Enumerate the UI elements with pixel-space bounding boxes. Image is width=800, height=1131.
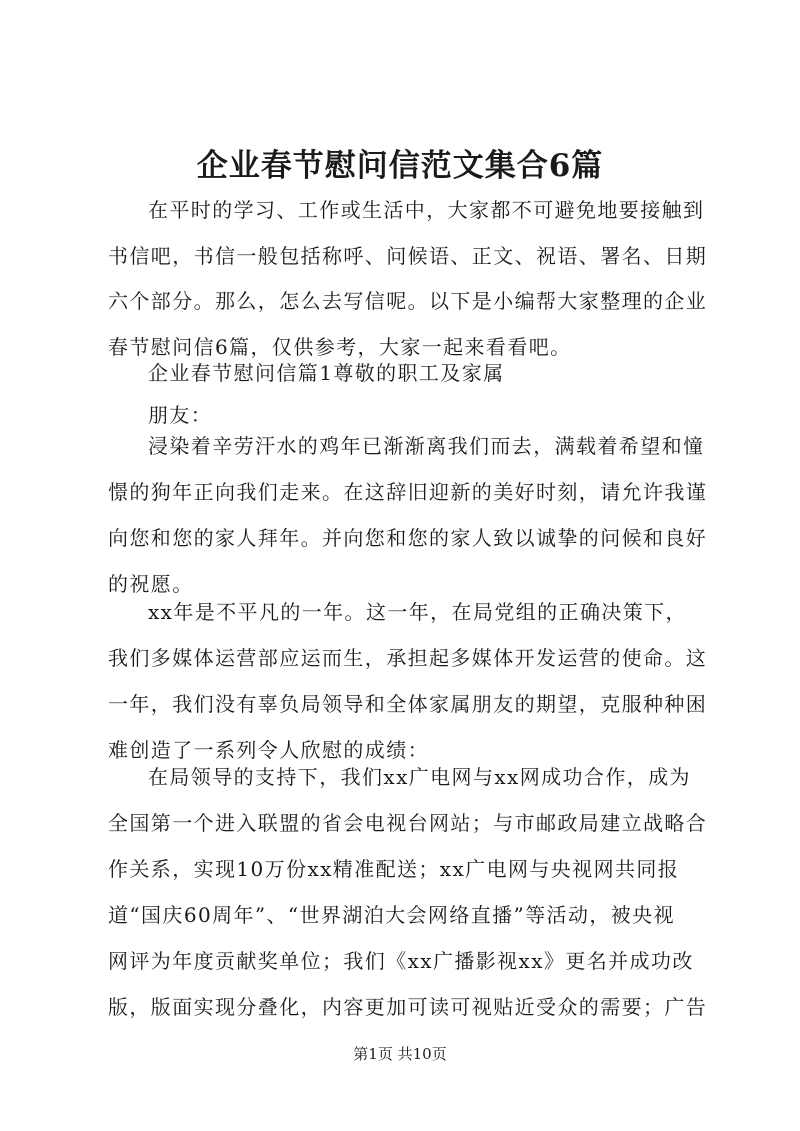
paragraph-line: xx年是不平凡的一年。这一年，在局党组的正确决策下， — [148, 600, 687, 624]
paragraph-line: 道“国庆60周年”、“世界湖泊大会网络直播”等活动，被央视 — [108, 903, 675, 927]
paragraph-line: 作关系，实现10万份xx精准配送；xx广电网与央视网共同报 — [108, 857, 680, 881]
paragraph-line: 朋友： — [148, 403, 213, 427]
paragraph-line: 网评为年度贡献奖单位；我们《xx广播影视xx》更名并成功改 — [108, 949, 694, 973]
paragraph-line: 版，版面实现分叠化，内容更加可读可视贴近受众的需要；广告 — [108, 995, 708, 1019]
paragraph-line: 全国第一个进入联盟的省会电视台网站；与市邮政局建立战略合 — [108, 811, 708, 835]
paragraph-line: 在平时的学习、工作或生活中，大家都不可避免地要接触到 — [148, 198, 705, 222]
paragraph-line: 六个部分。那么，怎么去写信呢。以下是小编帮大家整理的企业 — [108, 289, 708, 313]
paragraph-line: 在局领导的支持下，我们xx广电网与xx网成功合作，成为 — [148, 765, 691, 789]
paragraph-line: 憬的狗年正向我们走来。在这辞旧迎新的美好时刻，请允许我谨 — [108, 480, 708, 504]
paragraph-line: 的祝愿。 — [108, 572, 194, 596]
paragraph-line: 书信吧，书信一般包括称呼、问候语、正文、祝语、署名、日期 — [108, 244, 708, 268]
paragraph-line: 企业春节慰问信篇1尊敬的职工及家属 — [148, 361, 505, 385]
paragraph-line: 难创造了一系列令人欣慰的成绩： — [108, 738, 429, 762]
page-footer: 第1页 共10页 — [353, 1045, 447, 1063]
paragraph-line: 我们多媒体运营部应运而生，承担起多媒体开发运营的使命。这 — [108, 646, 708, 670]
document-title: 企业春节慰问信范文集合6篇 — [196, 148, 604, 184]
paragraph-line: 向您和您的家人拜年。并向您和您的家人致以诚挚的问候和良好 — [108, 526, 708, 550]
paragraph-line: 浸染着辛劳汗水的鸡年已渐渐离我们而去，满载着希望和憧 — [148, 434, 705, 458]
paragraph-line: 春节慰问信6篇，仅供参考，大家一起来看看吧。 — [108, 335, 572, 359]
paragraph-line: 一年，我们没有辜负局领导和全体家属朋友的期望，克服种种困 — [108, 692, 708, 716]
